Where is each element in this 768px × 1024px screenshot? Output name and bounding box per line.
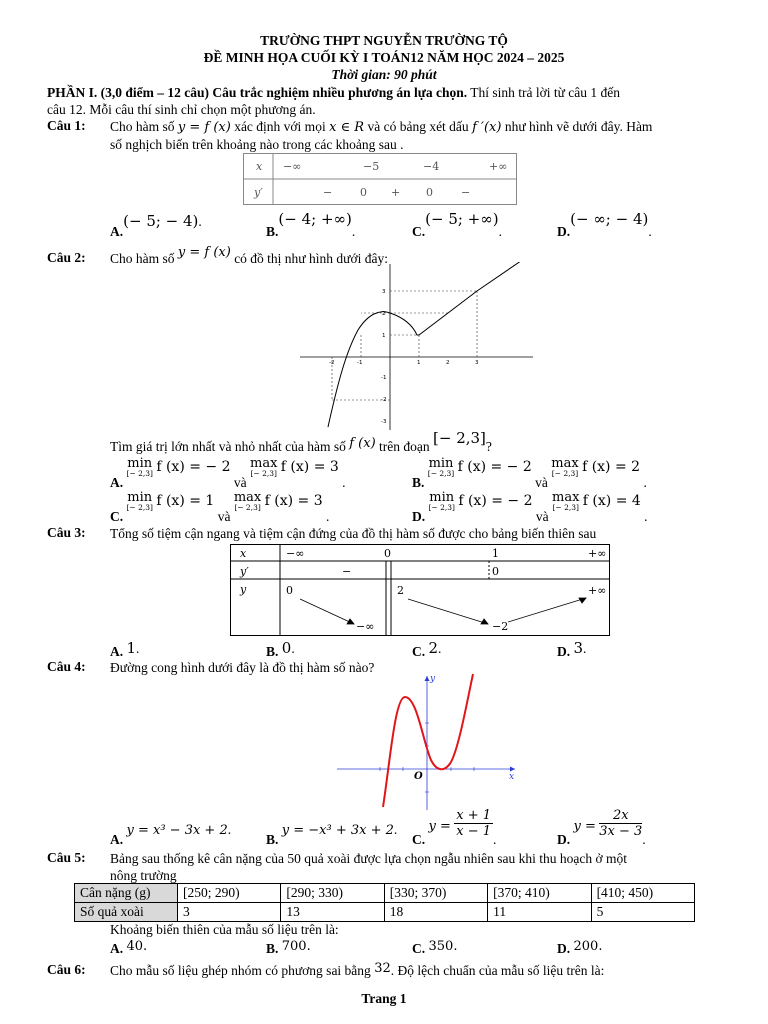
- q3-label: Câu 3:: [47, 525, 86, 540]
- svg-text:+∞: +∞: [588, 547, 607, 560]
- q2-function-graph: [298, 262, 538, 432]
- svg-text:0: 0: [360, 186, 367, 199]
- q5-question: Khoảng biến thiên của mẫu số liệu trên là:: [110, 922, 339, 937]
- q1-sign-table: [243, 153, 517, 205]
- q4-text: Đường cong hình dưới đây là đồ thị hàm số nào?: [110, 660, 375, 675]
- svg-text:3: 3: [475, 360, 479, 366]
- svg-text:-1: -1: [357, 360, 363, 366]
- q6-label: Câu 6:: [47, 962, 86, 977]
- q4-option-d[interactable]: D. y = $\frac{2x}{3x - 3}$ .: [557, 808, 646, 847]
- q2-option-d[interactable]: D. min [− 2,3] f (x) = − 2 và max [− 2,3] f (x) = 4 .: [412, 490, 648, 524]
- q1-option-c[interactable]: C.(− 5; +∞).: [412, 210, 502, 239]
- svg-text:0: 0: [286, 584, 293, 597]
- q2-label: Câu 2:: [47, 250, 86, 265]
- q3-variation-table: [230, 544, 610, 636]
- svg-text:1: 1: [417, 360, 421, 366]
- svg-text:y′: y′: [240, 565, 249, 578]
- q5-option-c[interactable]: C. 350.: [412, 939, 458, 956]
- svg-text:1: 1: [492, 547, 499, 560]
- q1-option-a[interactable]: A.(− 5; − 4).: [110, 212, 202, 239]
- q3-text: Tổng số tiệm cận ngang và tiệm cận đứng của đồ thị hàm số được cho bảng biến thiên sau: [110, 526, 597, 541]
- q5-weight-table: Cân nặng (g) [250; 290) [290; 330) [330; 370) [370; 410) [410; 450) Số quả xoài 3 13 18 11 5: [74, 883, 695, 922]
- svg-text:y: y: [240, 583, 247, 596]
- exam-title: ĐỀ MINH HỌA CUỐI KỲ I TOÁN12 NĂM HỌC 2024 – 2025: [203, 50, 565, 65]
- q4-label: Câu 4:: [47, 659, 86, 674]
- svg-text:−∞: −∞: [286, 547, 305, 560]
- svg-text:0: 0: [426, 186, 433, 199]
- svg-text:−: −: [461, 186, 471, 199]
- svg-text:2: 2: [382, 311, 386, 317]
- q2-option-c[interactable]: C. min [− 2,3] f (x) = 1 và max [− 2,3] f (x) = 3 .: [110, 490, 330, 524]
- svg-text:+∞: +∞: [588, 584, 607, 597]
- svg-text:0: 0: [492, 565, 499, 578]
- q4-axis-x: x: [509, 772, 515, 782]
- q1-text: Cho hàm số y = f (x) xác định với mọi x ∈ R và có bảng xét dấu f ′(x) như hình vẽ dưới đây. Hàm số nghịch biến trên khoảng nào trong các khoảng sau .: [110, 119, 653, 152]
- part1-instructions: [47, 84, 722, 118]
- q5-th-count: Số quả xoài: [75, 903, 178, 922]
- svg-text:−∞: −∞: [356, 620, 375, 633]
- q2-question: Tìm giá trị lớn nhất và nhỏ nhất của hàm số f (x) trên đoạn [− 2,3]?: [110, 429, 492, 454]
- q2-text: Cho hàm số y = f (x) có đồ thị như hình dưới đây:: [110, 245, 388, 266]
- q5-th-weight: Cân nặng (g): [75, 884, 178, 903]
- part1-title: PHẦN I. (3,0 điểm – 12 câu) Câu trắc nghiệm nhiều phương án lựa chọn.: [47, 85, 468, 100]
- svg-text:−2: −2: [492, 620, 509, 633]
- q4-option-c[interactable]: C. y = $\frac{x + 1}{x - 1}$ .: [412, 808, 497, 847]
- q1-tbl-yp: y′: [254, 186, 263, 199]
- svg-text:−: −: [323, 186, 333, 199]
- svg-text:3: 3: [382, 289, 386, 295]
- q2-option-a[interactable]: A. min [− 2,3] f (x) = − 2 và max [− 2,3] f (x) = 3 .: [110, 456, 346, 490]
- svg-text:+∞: +∞: [489, 160, 508, 173]
- page-number: Trang 1: [361, 991, 407, 1006]
- svg-text:0: 0: [384, 547, 391, 560]
- q3-option-b[interactable]: B. 0.: [266, 639, 295, 659]
- svg-text:2: 2: [446, 360, 450, 366]
- svg-text:-3: -3: [381, 419, 387, 425]
- part1-intro-2: câu 12. Mỗi câu thí sinh chỉ chọn một phương án.: [47, 102, 316, 117]
- q1-tbl-x: x: [256, 160, 263, 173]
- q3-option-a[interactable]: A. 1.: [110, 639, 140, 659]
- q5-option-d[interactable]: D. 200.: [557, 939, 603, 956]
- part1-intro: Thí sinh trả lời từ câu 1 đến: [467, 85, 621, 100]
- q1-option-b[interactable]: B.(− 4; +∞).: [266, 210, 356, 239]
- q4-origin: O: [414, 771, 423, 782]
- svg-text:-2: -2: [329, 360, 335, 366]
- q6-text: Cho mẫu số liệu ghép nhóm có phương sai bằng 32. Độ lệch chuẩn của mẫu số liệu trên là:: [110, 961, 605, 978]
- svg-text:2: 2: [397, 584, 404, 597]
- q5-label: Câu 5:: [47, 850, 86, 865]
- q3-option-c[interactable]: C. 2.: [412, 639, 442, 659]
- q1-option-d[interactable]: D.(− ∞; − 4).: [557, 210, 652, 239]
- q3-option-d[interactable]: D. 3.: [557, 639, 587, 659]
- school-name: TRƯỜNG THPT NGUYỄN TRƯỜNG TỘ: [260, 33, 508, 48]
- q4-option-b[interactable]: B. y = −x³ + 3x + 2.: [266, 822, 398, 847]
- q5-text: Bảng sau thống kê cân nặng của 50 quả xoài được lựa chọn ngẫu nhiên sau khi thu hoạch ở một nông trường: [110, 851, 628, 883]
- q1-label: Câu 1:: [47, 118, 86, 133]
- svg-text:−4: −4: [423, 160, 440, 173]
- svg-text:x: x: [240, 547, 247, 560]
- svg-text:−: −: [342, 565, 352, 578]
- svg-text:−∞: −∞: [283, 160, 302, 173]
- q5-option-b[interactable]: B. 700.: [266, 939, 311, 956]
- svg-text:+: +: [391, 186, 401, 199]
- svg-text:-2: -2: [381, 397, 387, 403]
- q5-option-a[interactable]: A. 40.: [110, 939, 148, 956]
- exam-time: Thời gian: 90 phút: [331, 67, 437, 82]
- svg-text:1: 1: [382, 333, 386, 339]
- svg-text:−5: −5: [363, 160, 380, 173]
- q4-option-a[interactable]: A. y = x³ − 3x + 2.: [110, 822, 232, 847]
- q4-axis-y: y: [430, 674, 436, 684]
- q4-cubic-graph: [335, 672, 520, 812]
- q2-option-b[interactable]: B. min [− 2,3] f (x) = − 2 và max [− 2,3] f (x) = 2 .: [412, 456, 647, 490]
- svg-text:-1: -1: [381, 375, 387, 381]
